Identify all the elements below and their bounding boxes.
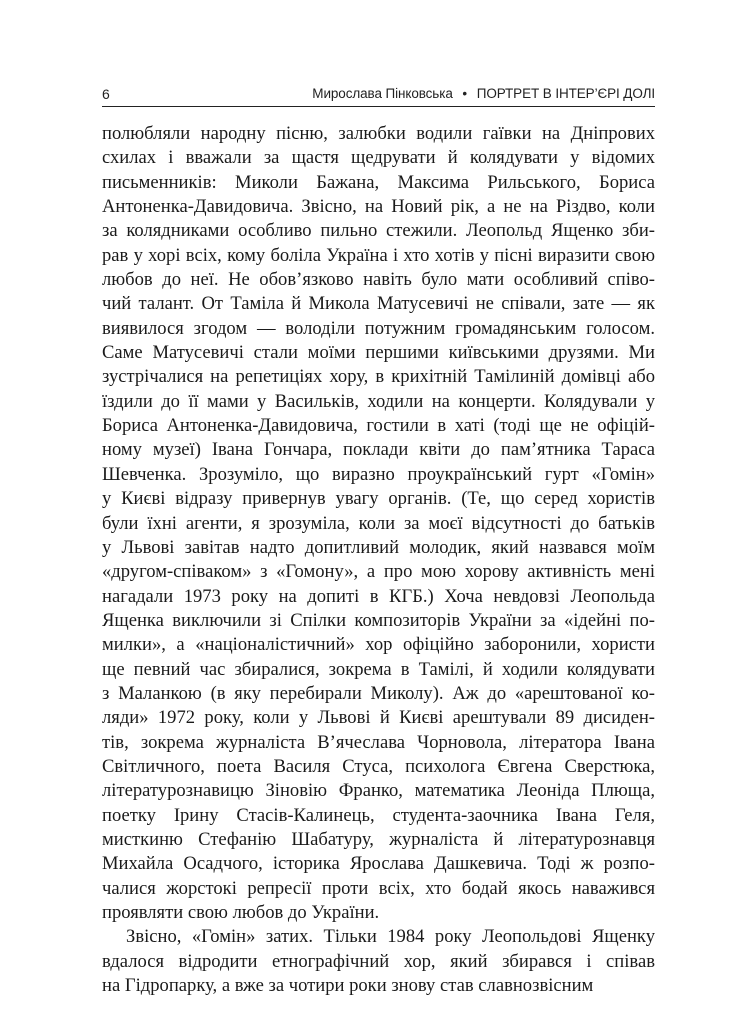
text-line: у Києві відразу привернув увагу органів. (Те, що серед хористів	[102, 488, 655, 510]
page-number: 6	[102, 86, 110, 102]
text-line: мисткиню Стефанію Шабатуру, журналіста й літературознавця	[102, 828, 655, 850]
text-line: у Львові завітав надто допитливий молодик, який назвався моїм	[102, 536, 655, 558]
text-line: проявляти свою любов до України.	[102, 902, 380, 923]
text-line: з Маланкою (в яку перебирали Миколу). Аж до «арештованої ко-	[102, 682, 655, 704]
text-line: ному музеї) Івана Гончара, поклади квіти до пам’ятника Тараса	[102, 439, 655, 461]
text-line: їздили до її мами у Васильків, ходили на концерти. Колядували у	[102, 390, 655, 412]
running-header	[102, 84, 655, 107]
text-line: рав у хорі всіх, кому боліла Україна і хто хотів у пісні виразити свою	[102, 244, 655, 266]
text-line: літературознавицю Зіновію Франко, математика Леоніда Плюща,	[102, 780, 655, 802]
text-line: Михайла Осадчого, історика Ярослава Дашкевича. Тоді ж розпо-	[102, 853, 655, 875]
text-line: Саме Матусевичі стали моїми першими київськими друзями. Ми	[102, 342, 655, 364]
text-line: милки», а «націоналістичний» хор офіційно заборонили, хористи	[102, 634, 655, 656]
text-line: зустрічалися на репетиціях хору, в крихітній Тамілиній домівці або	[102, 366, 655, 388]
text-line: на Гідропарку, а вже за чотири роки знову став славнозвісним	[102, 975, 594, 997]
body-text	[102, 122, 655, 998]
text-line: ляди» 1972 року, коли у Львові й Києві арештували 89 дисиден-	[102, 707, 655, 729]
text-line: полюбляли народну пісню, залюбки водили гаївки на Дніпрових	[102, 123, 655, 144]
text-line: вдалося відродити етнографічний хор, який збирався і співав	[102, 950, 655, 972]
text-line: за колядниками особливо пильно стежили. Леопольд Ященко зби-	[102, 220, 655, 242]
text-line: чий талант. От Таміла й Микола Матусевичі не співали, зате — як	[102, 293, 655, 315]
text-line: Звісно, «Гомін» затих. Тільки 1984 року Леопольдові Ященку	[126, 926, 655, 948]
running-head-title	[312, 86, 655, 101]
text-line: Бориса Антоненка-Давидовича, гостили в хаті (тоді ще не офіцій-	[102, 415, 655, 437]
text-line: «другом-співаком» з «Гомону», а про мою хорову активність мені	[102, 561, 655, 583]
paragraph	[102, 122, 655, 925]
book-title: ПОРТРЕТ В ІНТЕР’ЄРІ ДОЛІ	[476, 86, 655, 101]
text-line: Світличного, поета Василя Стуса, психолога Євгена Сверстюка,	[102, 755, 655, 777]
text-line: Шевченка. Зрозуміло, що виразно проукраїнський гурт «Гомін»	[102, 463, 655, 485]
text-line: тів, зокрема журналіста В’ячеслава Чорновола, літератора Івана	[102, 731, 655, 753]
text-line: чалися жорстокі репресії проти всіх, хто бодай якось наважився	[102, 877, 655, 899]
header-separator: •	[462, 86, 468, 101]
text-line: ще певний час збиралися, зокрема в Тамілі, й ходили колядувати	[102, 658, 655, 680]
text-line: виявилося згодом — володіли потужним громадянським голосом.	[102, 317, 655, 339]
text-line: схилах і вважали за щастя щедрувати й колядувати у відомих	[102, 147, 655, 169]
text-line: поетку Ірину Стасів-Калинець, студента-заочника Івана Геля,	[102, 804, 655, 826]
text-line: Антоненка-Давидовича. Звісно, на Новий рік, а не на Різдво, коли	[102, 196, 655, 218]
text-line: Ященка виключили зі Спілки композиторів України за «ідейні по-	[102, 609, 655, 631]
text-line: нагадали 1973 року на допиті в КГБ.) Хоча невдовзі Леопольда	[102, 585, 655, 607]
text-line: були їхні агенти, я зрозуміла, коли за моєї відсутності до батьків	[102, 512, 655, 534]
text-line: письменників: Миколи Бажана, Максима Рильського, Бориса	[102, 171, 655, 193]
paragraph	[102, 925, 655, 998]
author-name: Мирослава Пінковська	[312, 86, 453, 101]
text-line: любов до неї. Не обов’язково навіть було мати особливий співо-	[102, 269, 655, 291]
